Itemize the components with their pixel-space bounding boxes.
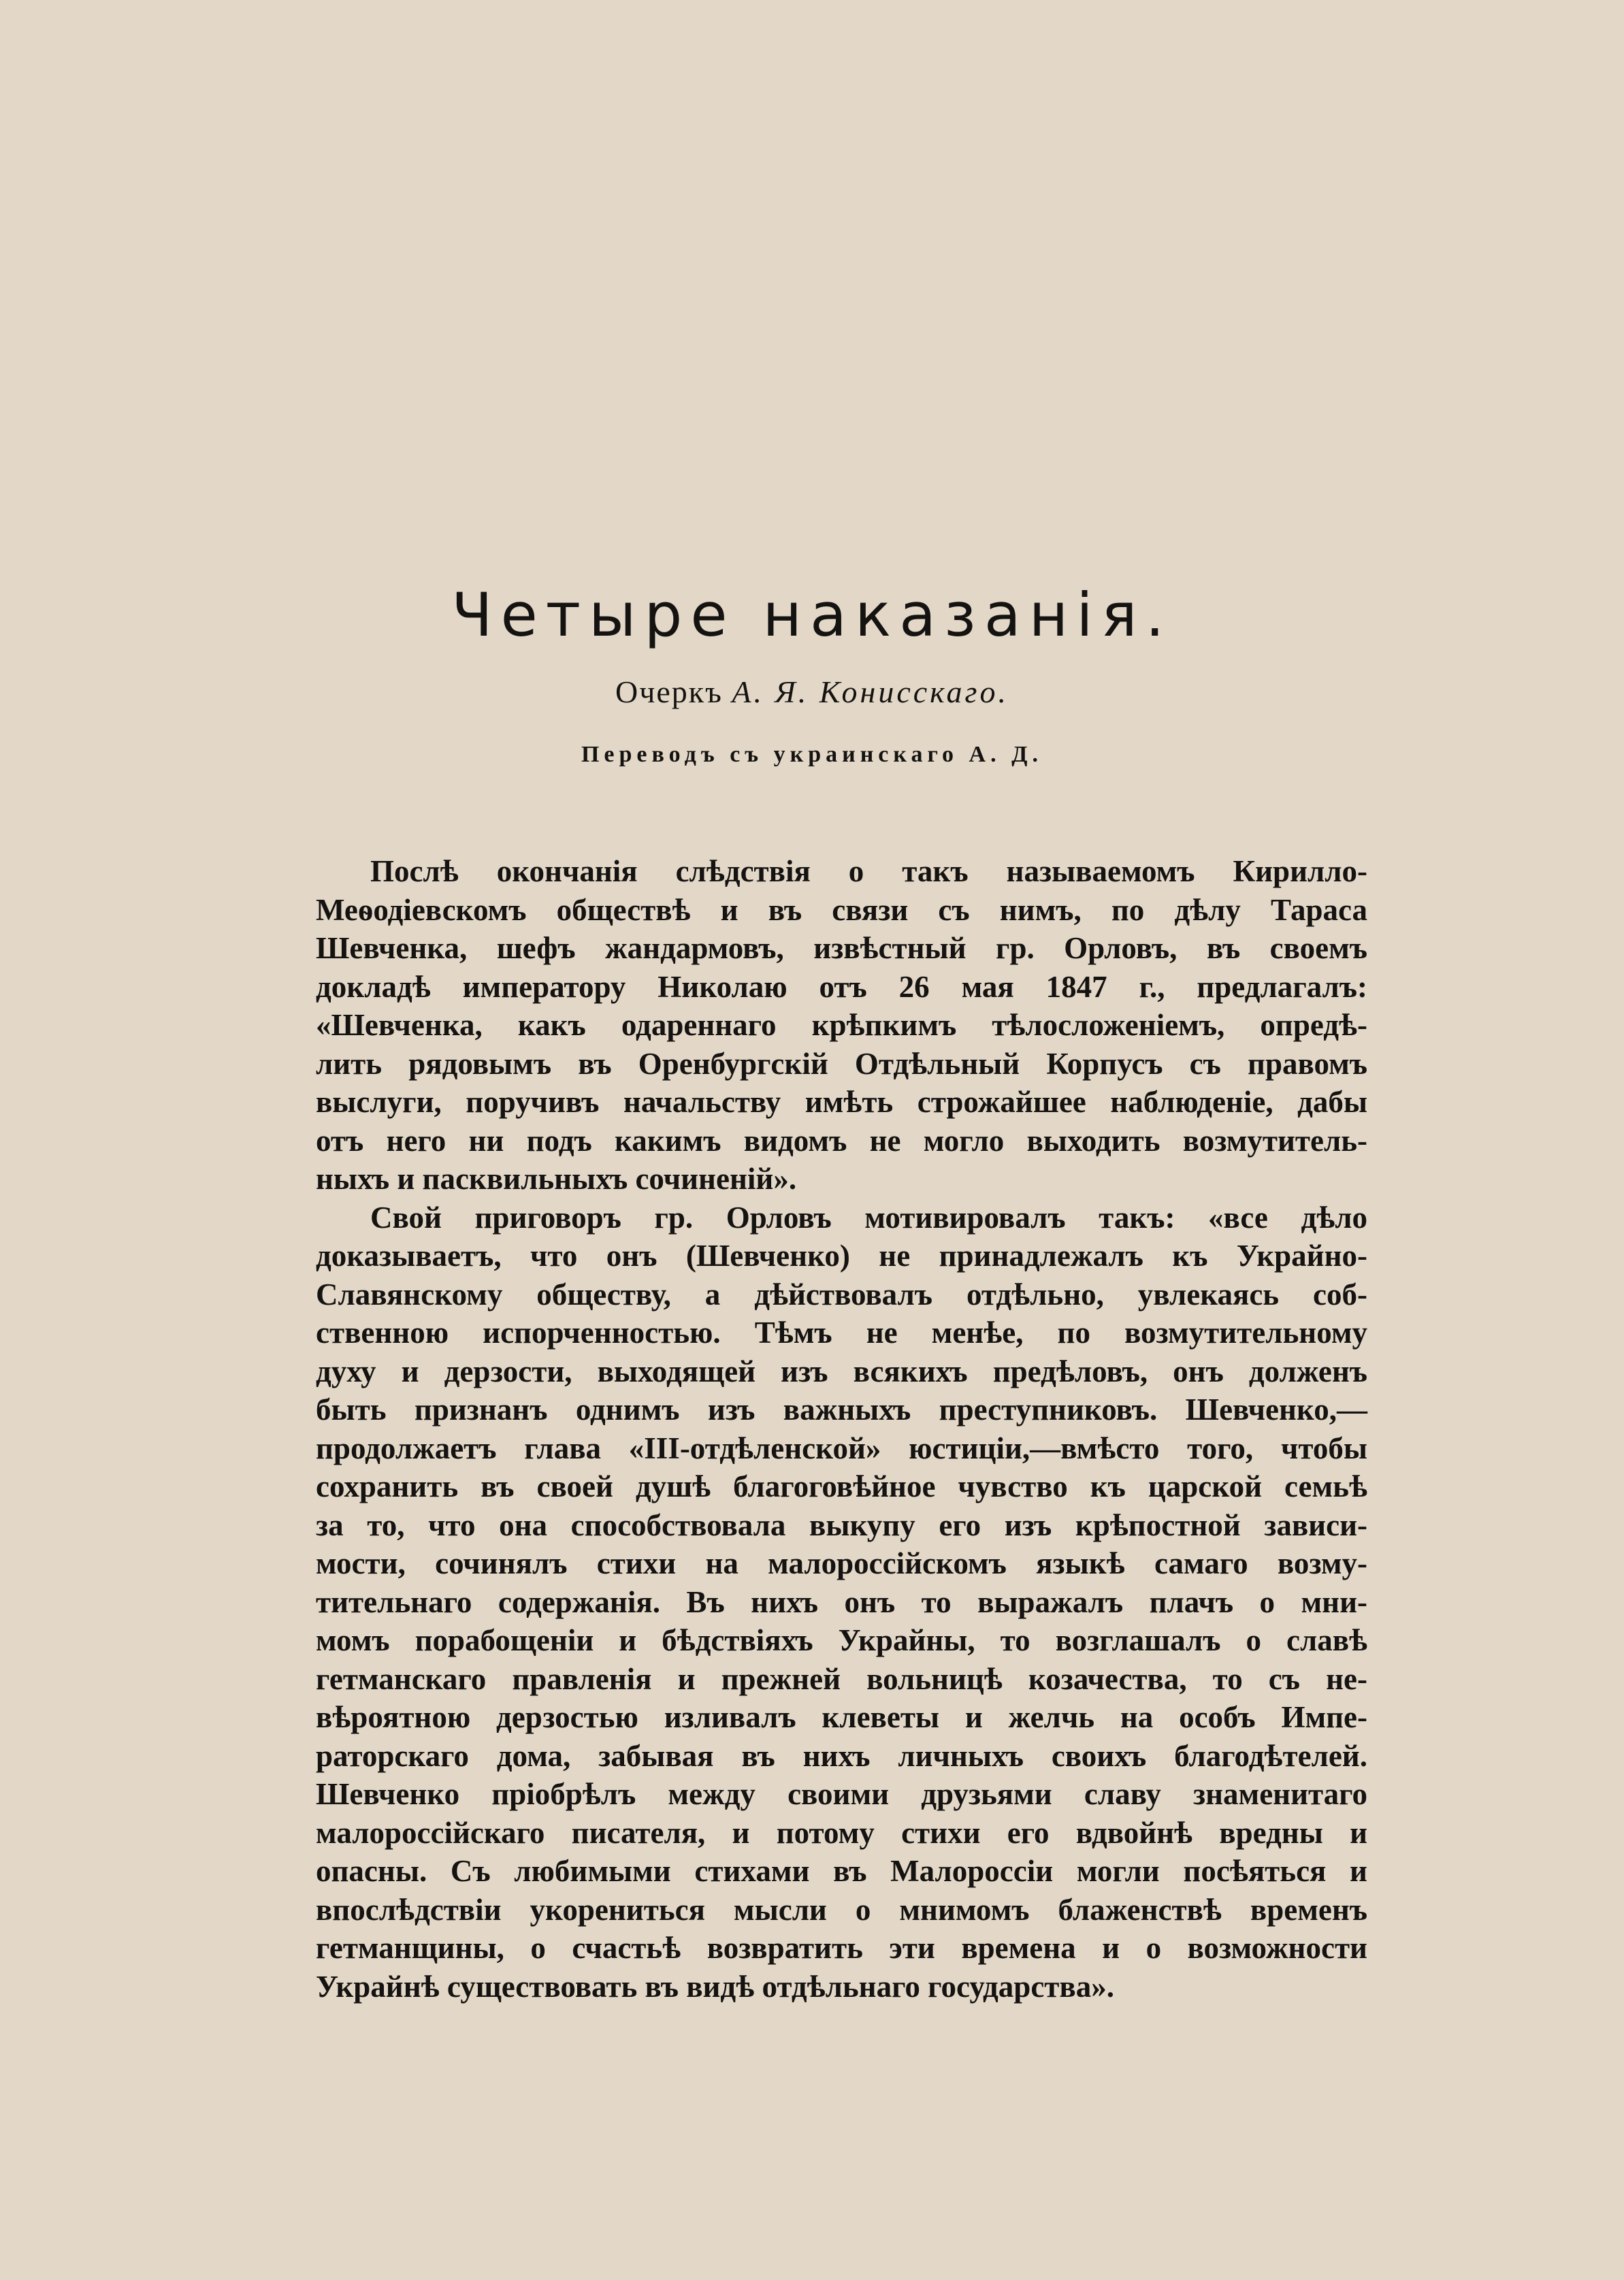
- text-line: впослѣдствіи укорениться мысли о мнимомъ блаженствѣ временъ: [316, 1892, 1367, 1927]
- text-line: ныхъ и пасквильныхъ сочиненій».: [316, 1162, 797, 1196]
- text-line: лить рядовымъ въ Оренбургскій Отдѣльный Корпусъ съ правомъ: [316, 1046, 1367, 1081]
- text-line: Свой приговоръ гр. Орловъ мотивировалъ такъ: «все дѣло: [370, 1200, 1367, 1235]
- text-line: продолжаетъ глава «III-отдѣленской» юстиціи,—вмѣсто того, чтобы: [316, 1431, 1367, 1465]
- text-line: докладѣ императору Николаю отъ 26 мая 1847 г., предлагалъ:: [316, 969, 1367, 1004]
- text-line: сохранить въ своей душѣ благоговѣйное чувство къ царской семьѣ: [316, 1469, 1367, 1503]
- text-line: «Шевченка, какъ одареннаго крѣпкимъ тѣлосложеніемъ, опредѣ-: [316, 1008, 1367, 1042]
- text-line: ственною испорченностью. Тѣмъ не менѣе, по возмутительному: [316, 1316, 1367, 1350]
- text-line: за то, что она способствовала выкупу его изъ крѣпостной зависи-: [316, 1508, 1367, 1542]
- text-line: Славянскому обществу, а дѣйствовалъ отдѣльно, увлекаясь соб-: [316, 1277, 1367, 1312]
- subtitle-prefix: Очеркъ: [615, 674, 723, 709]
- text-line: духу и дерзости, выходящей изъ всякихъ предѣловъ, онъ долженъ: [316, 1354, 1367, 1388]
- text-line: малороссійскаго писателя, и потому стихи его вдвойнѣ вредны и: [316, 1815, 1367, 1850]
- text-line: отъ него ни подъ какимъ видомъ не могло выходить возмутитель-: [316, 1123, 1367, 1158]
- paragraph: [316, 852, 1367, 1199]
- paragraph: [316, 1199, 1367, 2006]
- text-line: выслуги, поручивъ начальству имѣть строжайшее наблюденіе, дабы: [316, 1085, 1367, 1119]
- text-line: гетманскаго правленія и прежней вольницѣ козачества, то съ не-: [316, 1661, 1367, 1696]
- body-text: [316, 852, 1367, 2006]
- chapter-subtitle: [0, 674, 1624, 709]
- text-line: Шевченка, шефъ жандармовъ, извѣстный гр. Орловъ, въ своемъ: [316, 931, 1367, 965]
- text-line: доказываетъ, что онъ (Шевченко) не принадлежалъ къ Украйно-: [316, 1239, 1367, 1273]
- text-line: Меѳодіевскомъ обществѣ и въ связи съ нимъ, по дѣлу Тараса: [316, 892, 1367, 927]
- text-line: быть признанъ однимъ изъ важныхъ преступниковъ. Шевченко,—: [316, 1393, 1367, 1427]
- text-line: опасны. Съ любимыми стихами въ Малороссіи могли посѣяться и: [316, 1854, 1367, 1888]
- text-line: Шевченко пріобрѣлъ между своими друзьями славу знаменитаго: [316, 1777, 1367, 1811]
- chapter-title: Четыре наказанія.: [451, 580, 1173, 650]
- subtitle-author: А. Я. Конисскаго.: [732, 674, 1009, 709]
- text-line: тительнаго содержанія. Въ нихъ онъ то выражалъ плачъ о мни-: [316, 1584, 1367, 1619]
- text-line: Украйнѣ существовать въ видѣ отдѣльнаго государства».: [316, 1969, 1114, 2004]
- text-line: мости, сочинялъ стихи на малороссійскомъ языкѣ самаго возму-: [316, 1546, 1367, 1580]
- text-line: момъ порабощеніи и бѣдствіяхъ Украйны, то возглашалъ о славѣ: [316, 1623, 1367, 1657]
- text-line: раторскаго дома, забывая въ нихъ личныхъ своихъ благодѣтелей.: [316, 1738, 1367, 1773]
- text-line: вѣроятною дерзостью изливалъ клеветы и желчь на особъ Импе-: [316, 1700, 1367, 1734]
- translator-note: Переводъ съ украинскаго А. Д.: [581, 742, 1043, 767]
- text-line: гетманщины, о счастьѣ возвратить эти времена и о возможности: [316, 1931, 1367, 1965]
- text-line: Послѣ окончанія слѣдствія о такъ называемомъ Кирилло-: [370, 854, 1367, 888]
